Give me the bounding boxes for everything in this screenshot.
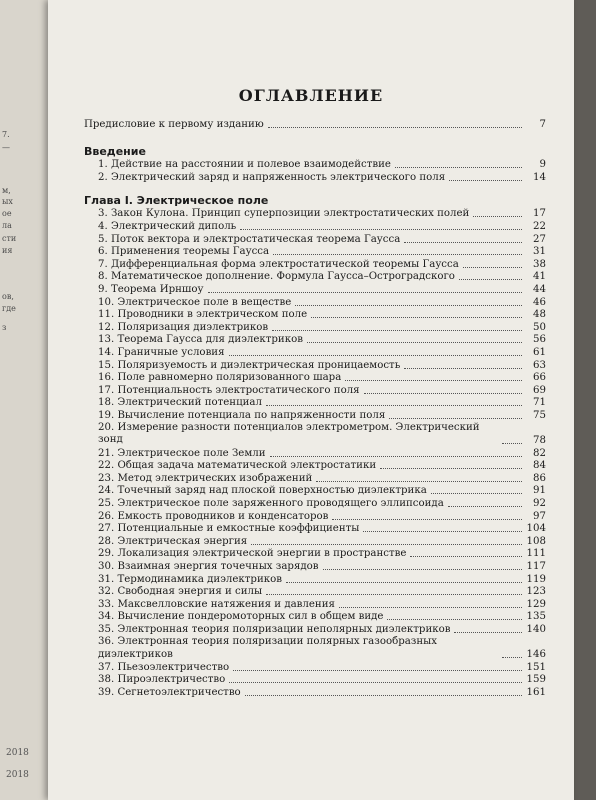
toc-entry-page: 48 bbox=[533, 309, 546, 321]
toc-entry-page: 75 bbox=[533, 409, 546, 421]
left-page-text-fragment: з bbox=[2, 323, 7, 332]
toc-entry-page: 61 bbox=[533, 346, 546, 358]
leader-dots bbox=[345, 380, 522, 381]
toc-entry[interactable] bbox=[84, 523, 546, 536]
toc-entry[interactable] bbox=[84, 548, 546, 561]
toc-entry[interactable] bbox=[84, 674, 546, 687]
left-page-text-fragment: м, bbox=[2, 186, 11, 195]
leader-dots bbox=[364, 393, 522, 394]
toc-entry-label: 16. Поле равномерно поляризованного шара bbox=[98, 372, 342, 384]
toc-entry-page: 161 bbox=[526, 686, 546, 698]
toc-entry-label: 27. Потенциальные и емкостные коэффициенты bbox=[98, 523, 360, 535]
toc-entry[interactable] bbox=[84, 573, 546, 586]
leader-dots bbox=[266, 594, 522, 595]
toc-entry-page: 63 bbox=[533, 359, 546, 371]
toc-entry-page: 9 bbox=[539, 159, 546, 171]
toc-entry-label: 4. Электрический диполь bbox=[98, 220, 237, 232]
intro-entries bbox=[84, 159, 546, 184]
toc-entry-label: 6. Применения теоремы Гаусса bbox=[98, 246, 270, 258]
toc-entry-page: 66 bbox=[533, 372, 546, 384]
toc-entry-page: 17 bbox=[533, 208, 546, 220]
toc-entry[interactable] bbox=[84, 611, 546, 624]
toc-entry-label: 5. Поток вектора и электростатическая теорема Гаусса bbox=[98, 233, 401, 245]
toc-entry[interactable] bbox=[84, 661, 546, 674]
toc-entry[interactable] bbox=[84, 497, 546, 510]
leader-dots bbox=[273, 254, 522, 255]
toc-entry[interactable] bbox=[84, 409, 546, 422]
toc-entry-label: 10. Электрическое поле в веществе bbox=[98, 296, 292, 308]
leader-dots bbox=[431, 493, 522, 494]
toc-entry-label: 18. Электрический потенциал bbox=[98, 397, 262, 409]
toc-entry-page: 56 bbox=[533, 334, 546, 346]
leader-dots bbox=[410, 556, 522, 557]
toc-entry-label: 35. Электронная теория поляризации неполярных диэлектриков bbox=[98, 623, 451, 635]
table-of-contents bbox=[84, 118, 546, 699]
leader-dots bbox=[240, 229, 522, 230]
toc-entry-page: 44 bbox=[533, 283, 546, 295]
leader-dots bbox=[307, 342, 522, 343]
leader-dots bbox=[245, 695, 522, 696]
toc-entry[interactable] bbox=[84, 460, 546, 473]
left-page-text-fragment: ла bbox=[2, 221, 12, 230]
leader-dots bbox=[404, 368, 522, 369]
toc-entry-page: 69 bbox=[533, 384, 546, 396]
toc-entry-label: 38. Пироэлектричество bbox=[98, 674, 226, 686]
leader-dots bbox=[316, 481, 522, 482]
leader-dots bbox=[270, 456, 522, 457]
leader-dots bbox=[459, 279, 522, 280]
toc-entry[interactable] bbox=[84, 598, 546, 611]
left-page-text-fragment: сти bbox=[2, 234, 17, 243]
toc-entry-label: 39. Сегнетоэлектричество bbox=[98, 686, 241, 698]
page-title: ОГЛАВЛЕНИЕ bbox=[238, 86, 384, 105]
toc-entry-label: 24. Точечный заряд над плоской поверхностью диэлектрика bbox=[98, 485, 427, 497]
toc-entry[interactable] bbox=[84, 485, 546, 498]
toc-entry[interactable] bbox=[84, 560, 546, 573]
toc-entry-page: 7 bbox=[539, 118, 546, 130]
toc-entry[interactable] bbox=[84, 359, 546, 372]
leader-dots bbox=[268, 127, 522, 128]
toc-entry[interactable] bbox=[84, 510, 546, 523]
toc-entry-page: 50 bbox=[533, 321, 546, 333]
toc-entry-label: 32. Свободная энергия и силы bbox=[98, 586, 263, 598]
toc-entry-page: 151 bbox=[526, 661, 546, 673]
toc-entry-page: 27 bbox=[533, 233, 546, 245]
toc-entry[interactable] bbox=[84, 623, 546, 636]
toc-entry-label: 9. Теорема Ирншоу bbox=[98, 283, 204, 295]
toc-entry-label: 36. Электронная теория поляризации полярных газообразных диэлектриков bbox=[98, 635, 438, 660]
toc-entry[interactable] bbox=[84, 171, 546, 184]
leader-dots bbox=[266, 405, 522, 406]
toc-entry-preface[interactable] bbox=[84, 118, 546, 131]
toc-entry-label: 11. Проводники в электрическом поле bbox=[98, 309, 308, 321]
toc-entry-page: 104 bbox=[526, 523, 546, 535]
leader-dots bbox=[229, 355, 522, 356]
toc-entry-label: 31. Термодинамика диэлектриков bbox=[98, 573, 282, 585]
toc-entry[interactable] bbox=[84, 159, 546, 172]
toc-entry-page: 31 bbox=[533, 246, 546, 258]
toc-entry[interactable] bbox=[84, 220, 546, 233]
toc-entry-page: 14 bbox=[533, 171, 546, 183]
toc-entry-page: 146 bbox=[526, 649, 546, 661]
toc-entry-label: 29. Локализация электрической энергии в пространстве bbox=[98, 548, 407, 560]
toc-entry[interactable] bbox=[84, 346, 546, 359]
toc-entry[interactable] bbox=[84, 271, 546, 284]
toc-entry[interactable] bbox=[84, 246, 546, 259]
leader-dots bbox=[473, 216, 522, 217]
toc-entry[interactable] bbox=[84, 397, 546, 410]
toc-entry-page: 117 bbox=[526, 561, 546, 572]
toc-entry-page: 108 bbox=[526, 535, 546, 547]
leader-dots bbox=[295, 305, 522, 306]
chapter1-entries bbox=[84, 208, 546, 699]
leader-dots bbox=[502, 657, 522, 658]
leader-dots bbox=[404, 242, 522, 243]
leader-dots bbox=[229, 682, 522, 683]
toc-entry-label: 26. Емкость проводников и конденсаторов bbox=[98, 510, 329, 522]
leader-dots bbox=[233, 670, 522, 671]
leader-dots bbox=[395, 167, 522, 168]
toc-entry-label: 34. Вычисление пондеромоторных сил в общем виде bbox=[98, 611, 384, 623]
leader-dots bbox=[449, 180, 522, 181]
toc-entry-label: 15. Поляризуемость и диэлектрическая проницаемость bbox=[98, 359, 401, 371]
toc-entry-label: 21. Электрическое поле Земли bbox=[98, 447, 266, 459]
toc-entry[interactable] bbox=[84, 422, 546, 447]
toc-entry-label: 37. Пьезоэлектричество bbox=[98, 661, 230, 673]
toc-entry-page: 123 bbox=[526, 586, 546, 598]
toc-entry-label: 22. Общая задача математической электростатики bbox=[98, 460, 377, 472]
toc-entry[interactable] bbox=[84, 258, 546, 271]
toc-entry[interactable] bbox=[84, 208, 546, 221]
toc-entry[interactable] bbox=[84, 296, 546, 309]
section-heading-intro: Введение bbox=[84, 144, 146, 158]
toc-entry-label: 3. Закон Кулона. Принцип суперпозиции электростатических полей bbox=[98, 208, 470, 220]
left-page-text-fragment: ое bbox=[2, 209, 12, 218]
toc-entry-page: 38 bbox=[533, 258, 546, 270]
toc-entry[interactable] bbox=[84, 586, 546, 599]
leader-dots bbox=[389, 418, 522, 419]
toc-entry-label: 19. Вычисление потенциала по напряженности поля bbox=[98, 409, 386, 421]
leader-dots bbox=[272, 330, 522, 331]
toc-entry-page: 91 bbox=[533, 485, 546, 497]
toc-entry-page: 41 bbox=[533, 271, 546, 283]
toc-entry-page: 82 bbox=[533, 447, 546, 459]
toc-entry-label: 12. Поляризация диэлектриков bbox=[98, 321, 269, 333]
left-page-text-fragment: ия bbox=[2, 246, 13, 255]
toc-entry[interactable] bbox=[84, 309, 546, 322]
leader-dots bbox=[286, 582, 522, 583]
toc-entry-label: 2. Электрический заряд и напряженность электрического поля bbox=[98, 171, 446, 183]
leader-dots bbox=[463, 267, 522, 268]
toc-entry-page: 159 bbox=[526, 674, 546, 686]
leader-dots bbox=[323, 569, 522, 570]
toc-entry-label: 25. Электрическое поле заряженного проводящего эллипсоида bbox=[98, 498, 444, 510]
leader-dots bbox=[502, 443, 522, 444]
toc-entry-label: 13. Теорема Гаусса для диэлектриков bbox=[98, 334, 303, 346]
toc-entry[interactable] bbox=[84, 535, 546, 548]
toc-entry-page: 92 bbox=[533, 498, 546, 510]
toc-entry-page: 140 bbox=[526, 623, 546, 635]
left-page-text-fragment: ых bbox=[2, 197, 13, 206]
left-page-text-fragment: где bbox=[2, 304, 16, 313]
toc-entry-page: 78 bbox=[533, 435, 546, 447]
toc-entry-label: 1. Действие на расстоянии и полевое взаимодействие bbox=[98, 159, 391, 171]
toc-page bbox=[48, 0, 574, 800]
toc-entry-page: 84 bbox=[533, 460, 546, 472]
toc-entry[interactable] bbox=[84, 233, 546, 246]
toc-entry[interactable] bbox=[84, 283, 546, 296]
toc-entry-label: 14. Граничные условия bbox=[98, 346, 225, 358]
book-shadow bbox=[574, 0, 596, 800]
toc-entry[interactable] bbox=[84, 384, 546, 397]
leader-dots bbox=[448, 506, 522, 507]
toc-entry-label: 30. Взаимная энергия точечных зарядов bbox=[98, 561, 319, 572]
left-page-text-fragment: ов, bbox=[2, 292, 14, 301]
toc-entry-label: 7. Дифференциальная форма электростатической теоремы Гаусса bbox=[98, 258, 459, 270]
toc-entry-label: 23. Метод электрических изображений bbox=[98, 472, 313, 484]
toc-entry[interactable] bbox=[84, 447, 546, 460]
toc-entry-label: 28. Электрическая энергия bbox=[98, 535, 248, 547]
toc-entry-page: 46 bbox=[533, 296, 546, 308]
toc-entry-page: 135 bbox=[526, 611, 546, 623]
toc-entry-label: 8. Математическое дополнение. Формула Гаусса–Остроградского bbox=[98, 271, 455, 283]
toc-entry-label: Предисловие к первому изданию bbox=[84, 118, 264, 130]
leader-dots bbox=[380, 468, 522, 469]
toc-entry-page: 97 bbox=[533, 510, 546, 522]
toc-entry[interactable] bbox=[84, 321, 546, 334]
toc-entry[interactable] bbox=[84, 636, 546, 661]
section-heading-chapter1: Глава I. Электрическое поле bbox=[84, 193, 269, 207]
leader-dots bbox=[311, 317, 522, 318]
toc-entry-label: 33. Максвелловские натяжения и давления bbox=[98, 598, 335, 610]
toc-entry[interactable] bbox=[84, 334, 546, 347]
leader-dots bbox=[454, 632, 522, 633]
toc-entry-page: 22 bbox=[533, 220, 546, 232]
leader-dots bbox=[251, 544, 522, 545]
leader-dots bbox=[332, 519, 522, 520]
left-page-text-fragment: 2018 bbox=[6, 770, 29, 780]
leader-dots bbox=[387, 619, 522, 620]
leader-dots bbox=[339, 607, 522, 608]
left-page-edge bbox=[0, 0, 50, 800]
toc-entry-page: 71 bbox=[533, 397, 546, 409]
leader-dots bbox=[208, 292, 523, 293]
left-page-text-fragment: 7. bbox=[2, 130, 10, 139]
leader-dots bbox=[363, 531, 522, 532]
toc-entry-label: 20. Измерение разности потенциалов электрометром. Электрический зонд bbox=[98, 421, 480, 446]
toc-entry[interactable] bbox=[84, 686, 546, 699]
toc-entry-page: 111 bbox=[526, 548, 546, 560]
toc-entry-page: 86 bbox=[533, 472, 546, 484]
left-page-text-fragment: — bbox=[2, 143, 10, 152]
toc-entry-page: 129 bbox=[526, 598, 546, 610]
toc-entry-label: 17. Потенциальность электростатического поля bbox=[98, 384, 360, 396]
toc-entry[interactable] bbox=[84, 472, 546, 485]
toc-entry[interactable] bbox=[84, 372, 546, 385]
toc-entry-page: 119 bbox=[526, 573, 546, 585]
left-page-text-fragment: 2018 bbox=[6, 748, 29, 758]
